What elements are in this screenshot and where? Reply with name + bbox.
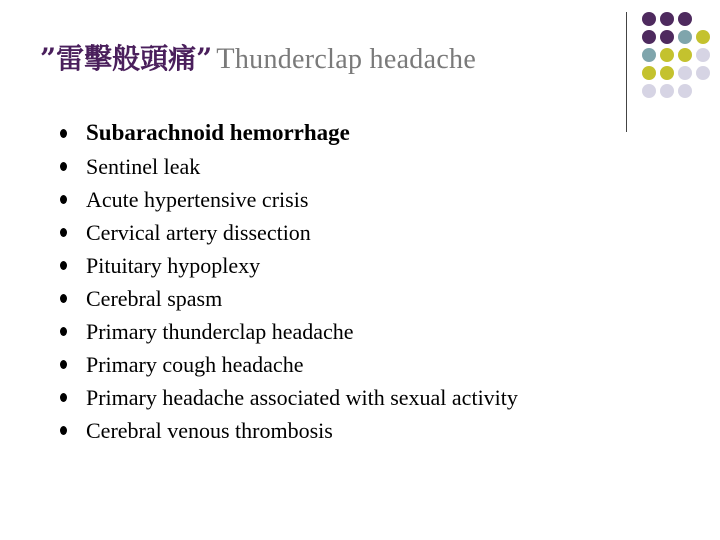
slide-title <box>40 44 476 74</box>
bullet-item <box>60 249 518 282</box>
decorative-dot <box>660 12 674 26</box>
bullet-item <box>60 348 518 381</box>
decorative-dot <box>678 66 692 80</box>
bullet-icon <box>60 360 67 369</box>
bullet-item <box>60 315 518 348</box>
decorative-dot <box>678 84 692 98</box>
decorative-dot-grid <box>640 12 720 132</box>
bullet-item <box>60 381 518 414</box>
decorative-dot <box>696 48 710 62</box>
decorative-dot <box>696 30 710 44</box>
decorative-dot <box>678 12 692 26</box>
decorative-dot <box>678 30 692 44</box>
bullet-icon <box>60 294 67 303</box>
decorative-dot <box>696 66 710 80</box>
bullet-text: Pituitary hypoplexy <box>86 252 261 278</box>
bullet-icon <box>60 261 67 270</box>
bullet-item <box>60 216 518 249</box>
decorative-dot <box>660 66 674 80</box>
divider-line <box>626 12 627 132</box>
decorative-dot <box>642 84 656 98</box>
decorative-dot <box>678 48 692 62</box>
bullet-icon <box>60 195 67 204</box>
decorative-dot <box>642 12 656 26</box>
bullet-text: Cerebral venous thrombosis <box>86 417 333 443</box>
decorative-dot <box>660 30 674 44</box>
decorative-dot <box>642 48 656 62</box>
title-english: hunderclap headache <box>234 44 477 75</box>
bullet-icon <box>60 393 67 402</box>
bullet-text: Subarachnoid hemorrhage <box>86 120 350 145</box>
bullet-text: Primary headache associated with sexual activity <box>86 384 518 410</box>
bullet-item <box>60 414 518 447</box>
decorative-dot <box>660 84 674 98</box>
bullet-text: Cervical artery dissection <box>86 219 311 245</box>
bullet-item <box>60 183 518 216</box>
bullet-item <box>60 282 518 315</box>
title-english-initial: T <box>216 42 235 75</box>
decorative-dot <box>642 66 656 80</box>
bullet-icon <box>60 162 67 171</box>
decorative-dot <box>660 48 674 62</box>
bullet-text: Sentinel leak <box>86 153 201 179</box>
bullet-item <box>60 116 518 150</box>
bullet-icon <box>60 426 67 435</box>
bullet-text: Acute hypertensive crisis <box>86 186 309 212</box>
decorative-dot <box>642 30 656 44</box>
bullet-list <box>60 116 518 447</box>
bullet-item <box>60 150 518 183</box>
bullet-text: Primary thunderclap headache <box>86 318 354 344</box>
bullet-icon <box>60 129 67 138</box>
bullet-icon <box>60 327 67 336</box>
bullet-text: Cerebral spasm <box>86 285 223 311</box>
bullet-text: Primary cough headache <box>86 351 304 377</box>
bullet-icon <box>60 228 67 237</box>
title-chinese: ”雷擊般頭痛” <box>40 42 213 75</box>
